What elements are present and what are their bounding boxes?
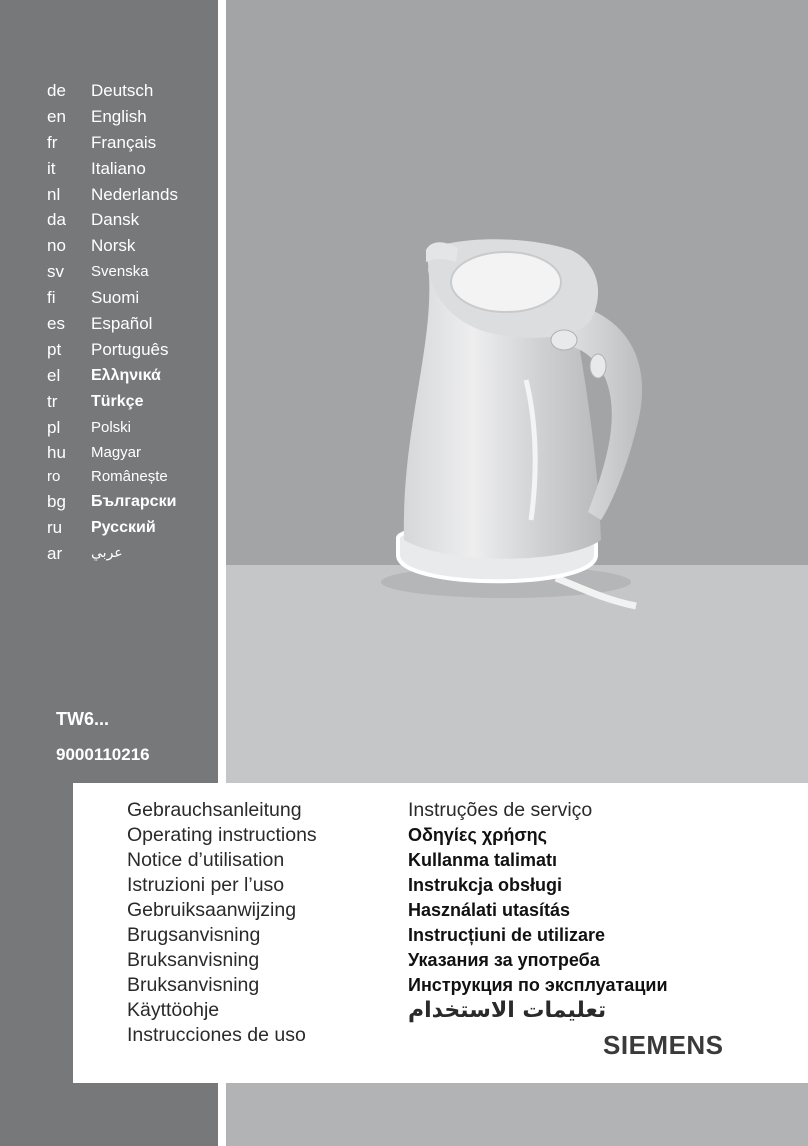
- language-code: pt: [47, 339, 62, 359]
- language-name: Русский: [91, 519, 156, 537]
- language-code: fr: [47, 132, 58, 152]
- language-name: Português: [91, 339, 169, 359]
- language-name: Ελληνικά: [91, 366, 161, 384]
- language-code: ru: [47, 518, 63, 538]
- language-name: Românește: [91, 468, 168, 486]
- instruction-title: Bruksanvisning: [127, 974, 260, 996]
- instruction-title: Gebruiksaanwijzing: [127, 899, 297, 921]
- language-name: Italiano: [91, 158, 146, 178]
- instruction-title: Instruções de serviço: [408, 799, 593, 821]
- instruction-title: Instrucciones de uso: [127, 1024, 306, 1046]
- language-name: Magyar: [91, 444, 142, 462]
- brand-logo: SIEMENS: [603, 1030, 724, 1060]
- language-code: ar: [47, 544, 63, 564]
- accent-bar: [57, 783, 73, 1083]
- language-name: Türkçe: [91, 392, 144, 410]
- instructions-list-left: [127, 798, 317, 1048]
- kettle-photo: [226, 0, 808, 783]
- instruction-title: Инструкция по эксплуатации: [408, 975, 668, 995]
- language-code: el: [47, 365, 61, 385]
- language-code: hu: [47, 443, 66, 463]
- language-name: Nederlands: [91, 184, 178, 204]
- language-code: es: [47, 314, 65, 334]
- language-code: da: [47, 210, 66, 230]
- language-code: no: [47, 236, 66, 256]
- language-name: Svenska: [91, 263, 149, 281]
- language-name: Dansk: [91, 210, 140, 230]
- instruction-title: Instrukcja obsługi: [408, 875, 563, 895]
- language-name: English: [91, 106, 147, 126]
- document-number: 9000110216: [56, 745, 150, 764]
- language-code: fi: [47, 288, 56, 308]
- model-number: TW6...: [56, 709, 109, 729]
- instruction-title: Instrucțiuni de utilizare: [408, 925, 606, 945]
- instruction-title: Operating instructions: [127, 824, 317, 846]
- instruction-title: Istruzioni per l’uso: [127, 874, 285, 896]
- language-code: ro: [47, 468, 61, 486]
- instruction-title: Οδηγίες χρήσης: [408, 825, 547, 845]
- instruction-title: Notice d’utilisation: [127, 849, 285, 871]
- instruction-title: Használati utasítás: [408, 900, 571, 920]
- language-code: sv: [47, 262, 64, 282]
- bottom-strip: [226, 1083, 808, 1146]
- language-code: tr: [47, 391, 58, 411]
- language-code: pl: [47, 417, 61, 437]
- instruction-title: Указания за употреба: [408, 950, 600, 970]
- instruction-title: Gebrauchsanleitung: [127, 799, 302, 821]
- language-name: Français: [91, 132, 157, 152]
- language-name: Polski: [91, 418, 132, 436]
- language-name: Български: [91, 493, 177, 511]
- language-code: de: [47, 81, 66, 100]
- language-name: Norsk: [91, 236, 136, 256]
- language-code: it: [47, 158, 56, 178]
- language-code: en: [47, 106, 66, 126]
- instruction-title: Bruksanvisning: [127, 949, 260, 971]
- language-name: Español: [91, 314, 153, 334]
- language-name: عربي: [91, 545, 123, 562]
- instruction-title: Kullanma talimatı: [408, 850, 558, 870]
- language-name: Suomi: [91, 288, 140, 308]
- language-name: Deutsch: [91, 81, 154, 100]
- kettle-illustration: [226, 0, 808, 783]
- language-code: nl: [47, 184, 61, 204]
- instruction-title: تعليمات الاستخدام: [408, 998, 607, 1023]
- instruction-title: Brugsanvisning: [127, 924, 261, 946]
- instructions-list-right: [408, 798, 668, 1023]
- instruction-title: Käyttöohje: [127, 999, 220, 1021]
- language-code: bg: [47, 492, 66, 512]
